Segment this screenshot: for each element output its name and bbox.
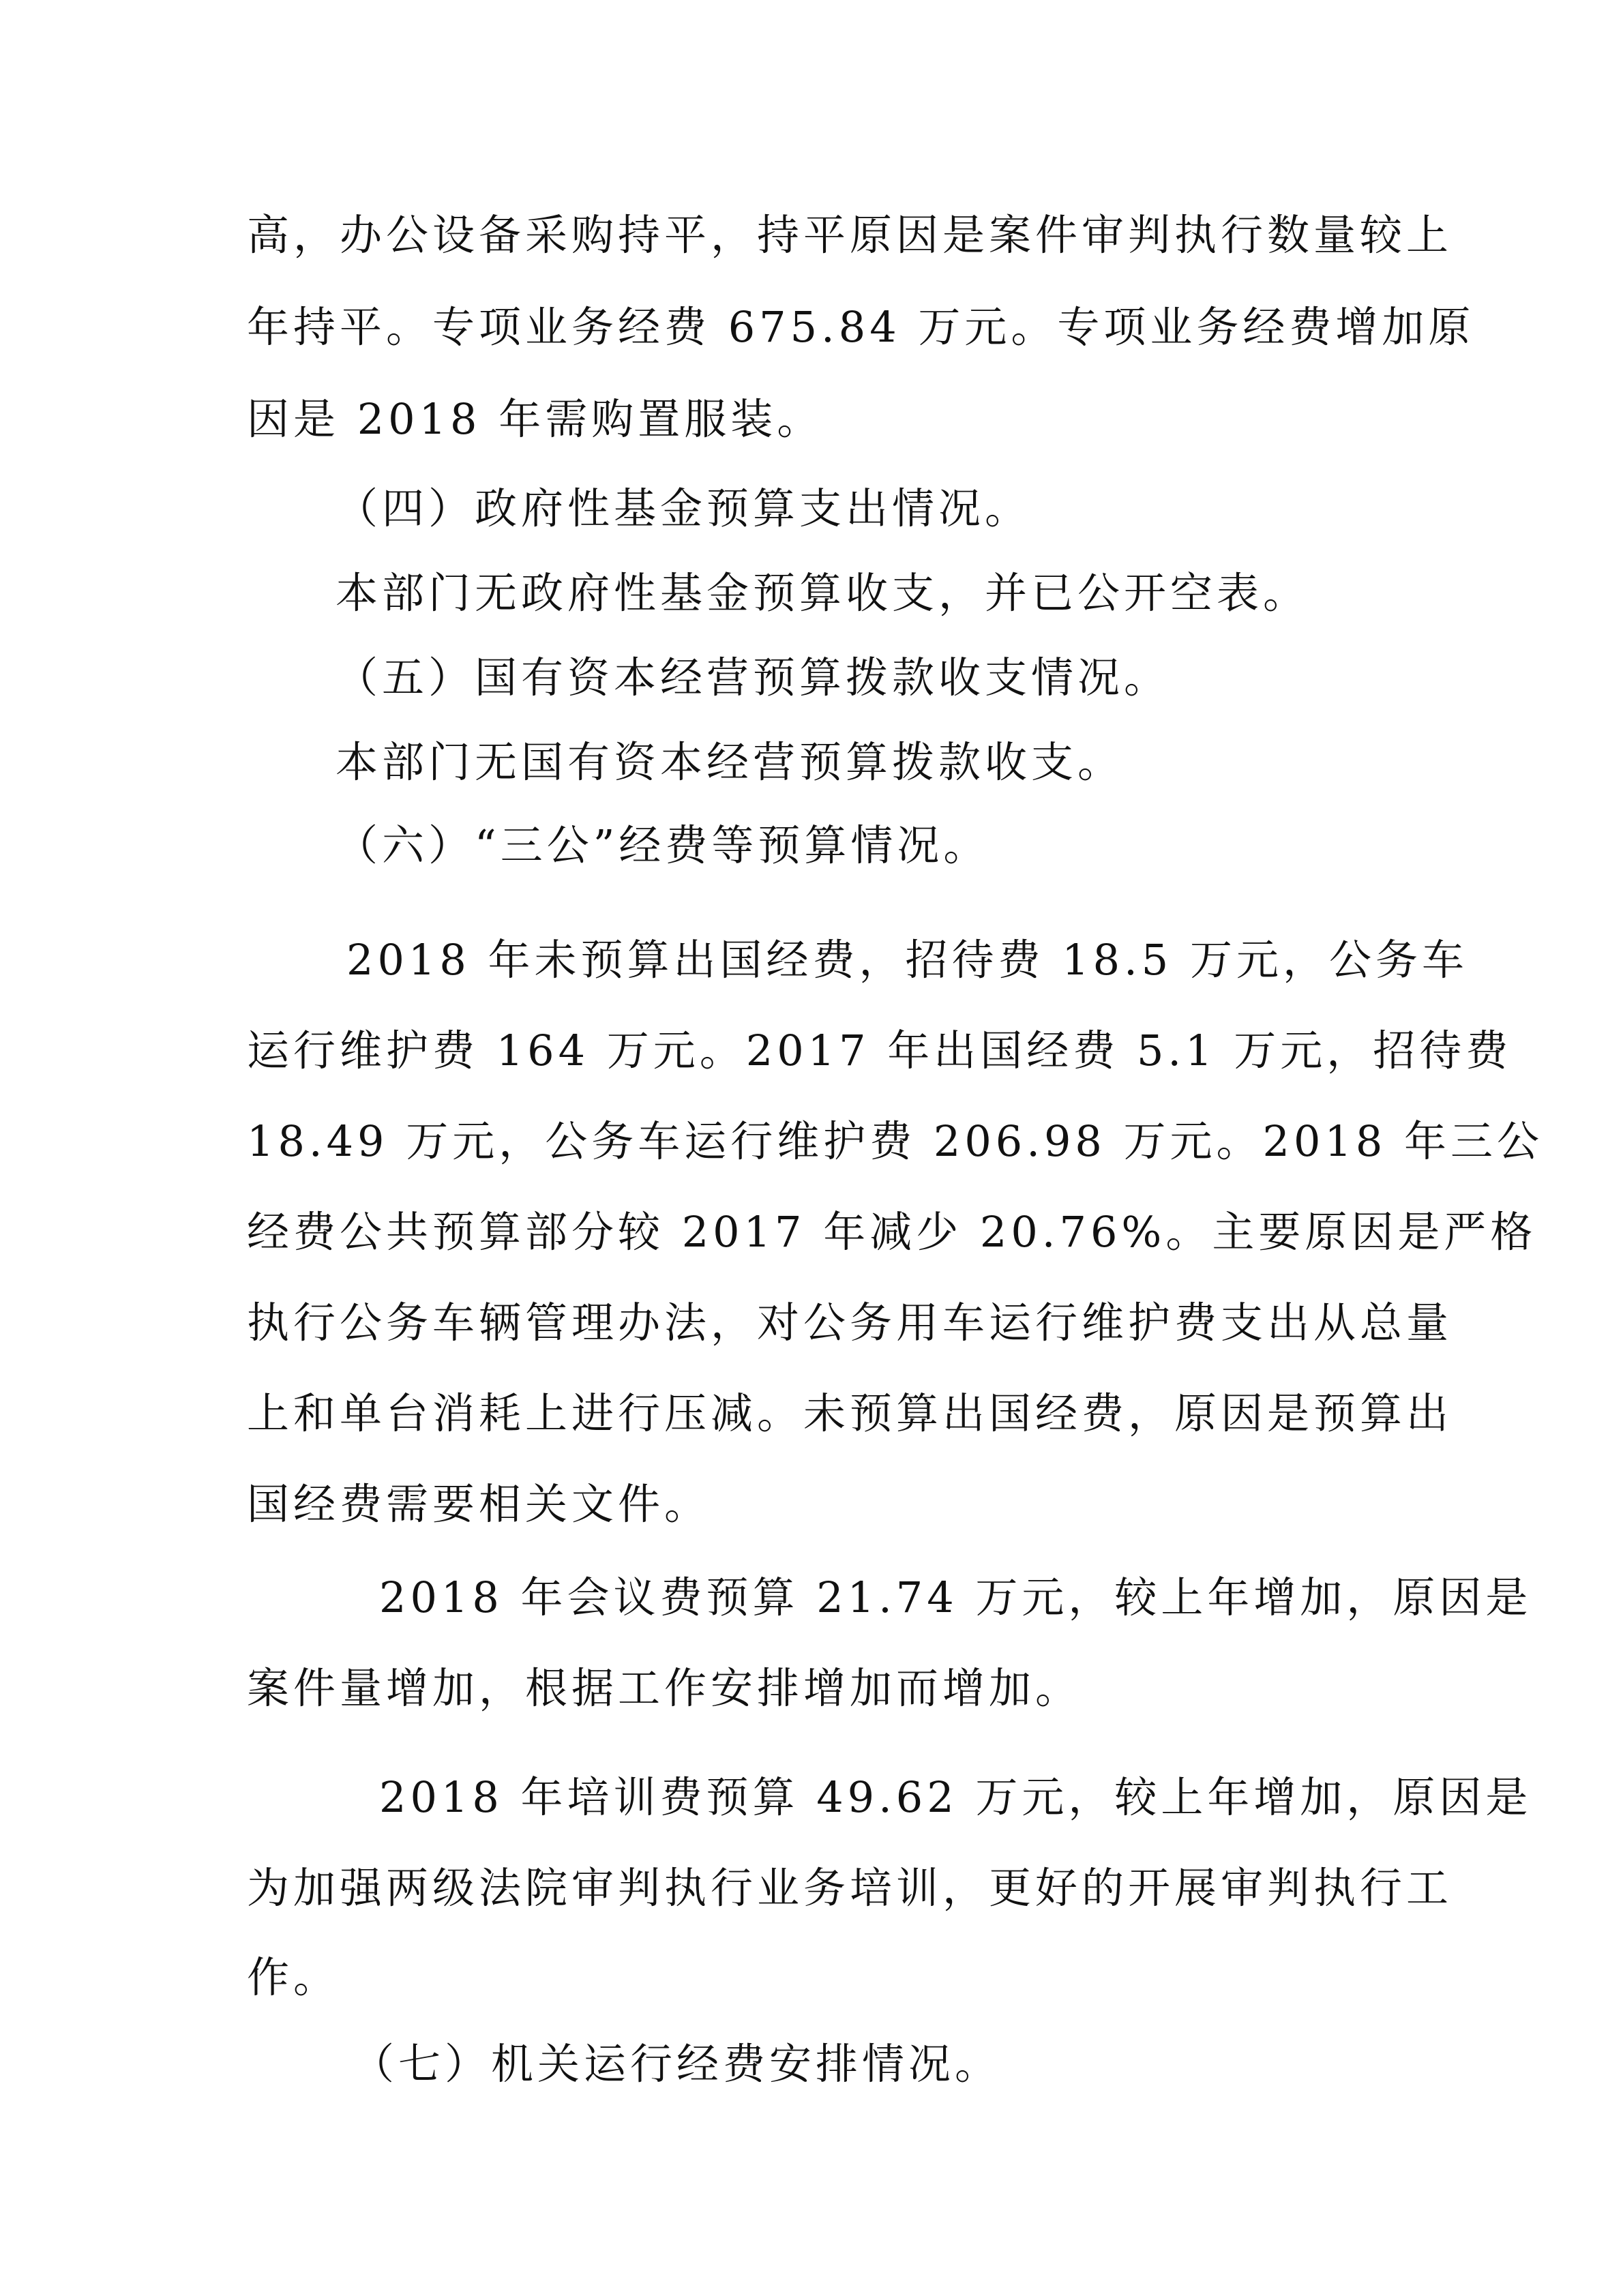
section-heading-4: （四）政府性基金预算支出情况。 [336, 483, 1032, 533]
text-line-13: 执行公务车辆管理办法，对公务用车运行维护费支出从总量 [247, 1298, 1453, 1347]
text-line-10: 运行维护费 164 万元。2017 年出国经费 5.1 万元，招待费 [247, 1026, 1513, 1075]
text-line-18: 2018 年培训费预算 49.62 万元，较上年增加，原因是 [379, 1772, 1532, 1822]
text-line-17: 案件量增加，根据工作安排增加而增加。 [247, 1663, 1082, 1713]
section-heading-7: （七）机关运行经费安排情况。 [352, 2039, 1002, 2089]
text-line-11: 18.49 万元，公务车运行维护费 206.98 万元。2018 年三公 [247, 1116, 1544, 1166]
text-line-1: 高，办公设备采购持平，持平原因是案件审判执行数量较上 [247, 210, 1453, 260]
text-line-15: 国经费需要相关文件。 [247, 1479, 711, 1529]
text-line-20: 作。 [247, 1952, 340, 2002]
text-line-12: 经费公共预算部分较 2017 年减少 20.76%。主要原因是严格 [247, 1207, 1537, 1257]
section-heading-5: （五）国有资本经营预算拨款收支情况。 [336, 653, 1171, 702]
text-line-14: 上和单台消耗上进行压减。未预算出国经费，原因是预算出 [247, 1388, 1453, 1438]
text-line-9: 2018 年未预算出国经费，招待费 18.5 万元，公务车 [346, 935, 1468, 985]
text-line-5: 本部门无政府性基金预算收支，并已公开空表。 [336, 568, 1310, 618]
text-line-19: 为加强两级法院审判执行业务培训，更好的开展审判执行工 [247, 1863, 1453, 1913]
text-line-7: 本部门无国有资本经营预算拨款收支。 [336, 737, 1125, 787]
section-heading-6: （六）“三公”经费等预算情况。 [336, 820, 990, 870]
text-line-3: 因是 2018 年需购置服装。 [247, 394, 824, 444]
text-line-16: 2018 年会议费预算 21.74 万元，较上年增加，原因是 [379, 1572, 1532, 1622]
text-line-2: 年持平。专项业务经费 675.84 万元。专项业务经费增加原 [247, 302, 1475, 352]
